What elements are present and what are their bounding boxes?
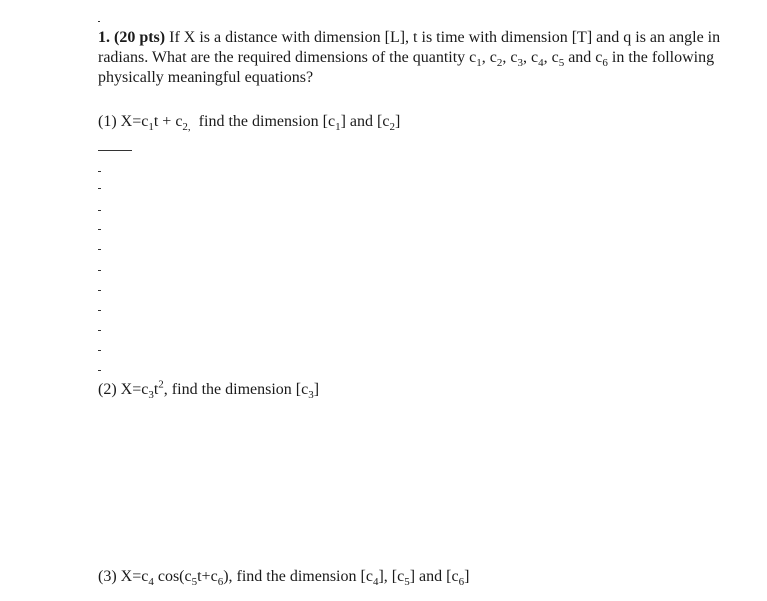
tick-mark [98, 270, 101, 271]
tick-mark [98, 370, 101, 371]
tick-mark [98, 310, 101, 311]
tick-mark [98, 249, 101, 250]
top-tick-mark [98, 21, 100, 22]
question-number: 1. (20 pts) [98, 29, 166, 46]
tick-mark [98, 229, 101, 230]
part-1: (1) $X=c_1t + c_{2,}$ find the dimension $[c_1]$ and $[c_2]$ [98, 113, 401, 134]
tick-mark [98, 188, 101, 189]
tick-mark [98, 290, 101, 291]
question-text: 1. (20 pts) If X is a distance with dimension [L], t is time with dimension [T] and q is an angle in radians. What are the required dimensions of the quantity $c_1$, $c_2$, $c_3$, $c_4$, $c_5$ and $c_6$ in the following physically meaningful equations? [98, 29, 721, 86]
part-3: (3) $X=c_4$ $\cos(c_5t+c_6)$, find the dimension $[c_4]$, $[c_5]$ and $[c_6]$ [98, 568, 470, 589]
tick-mark [98, 171, 101, 172]
tick-mark [98, 210, 101, 211]
part-2: (2) $X=c_3t^2$, find the dimension $[c_3]$ [98, 378, 320, 402]
tick-mark [98, 330, 101, 331]
tick-mark [98, 350, 101, 351]
underline-rule [98, 150, 132, 151]
